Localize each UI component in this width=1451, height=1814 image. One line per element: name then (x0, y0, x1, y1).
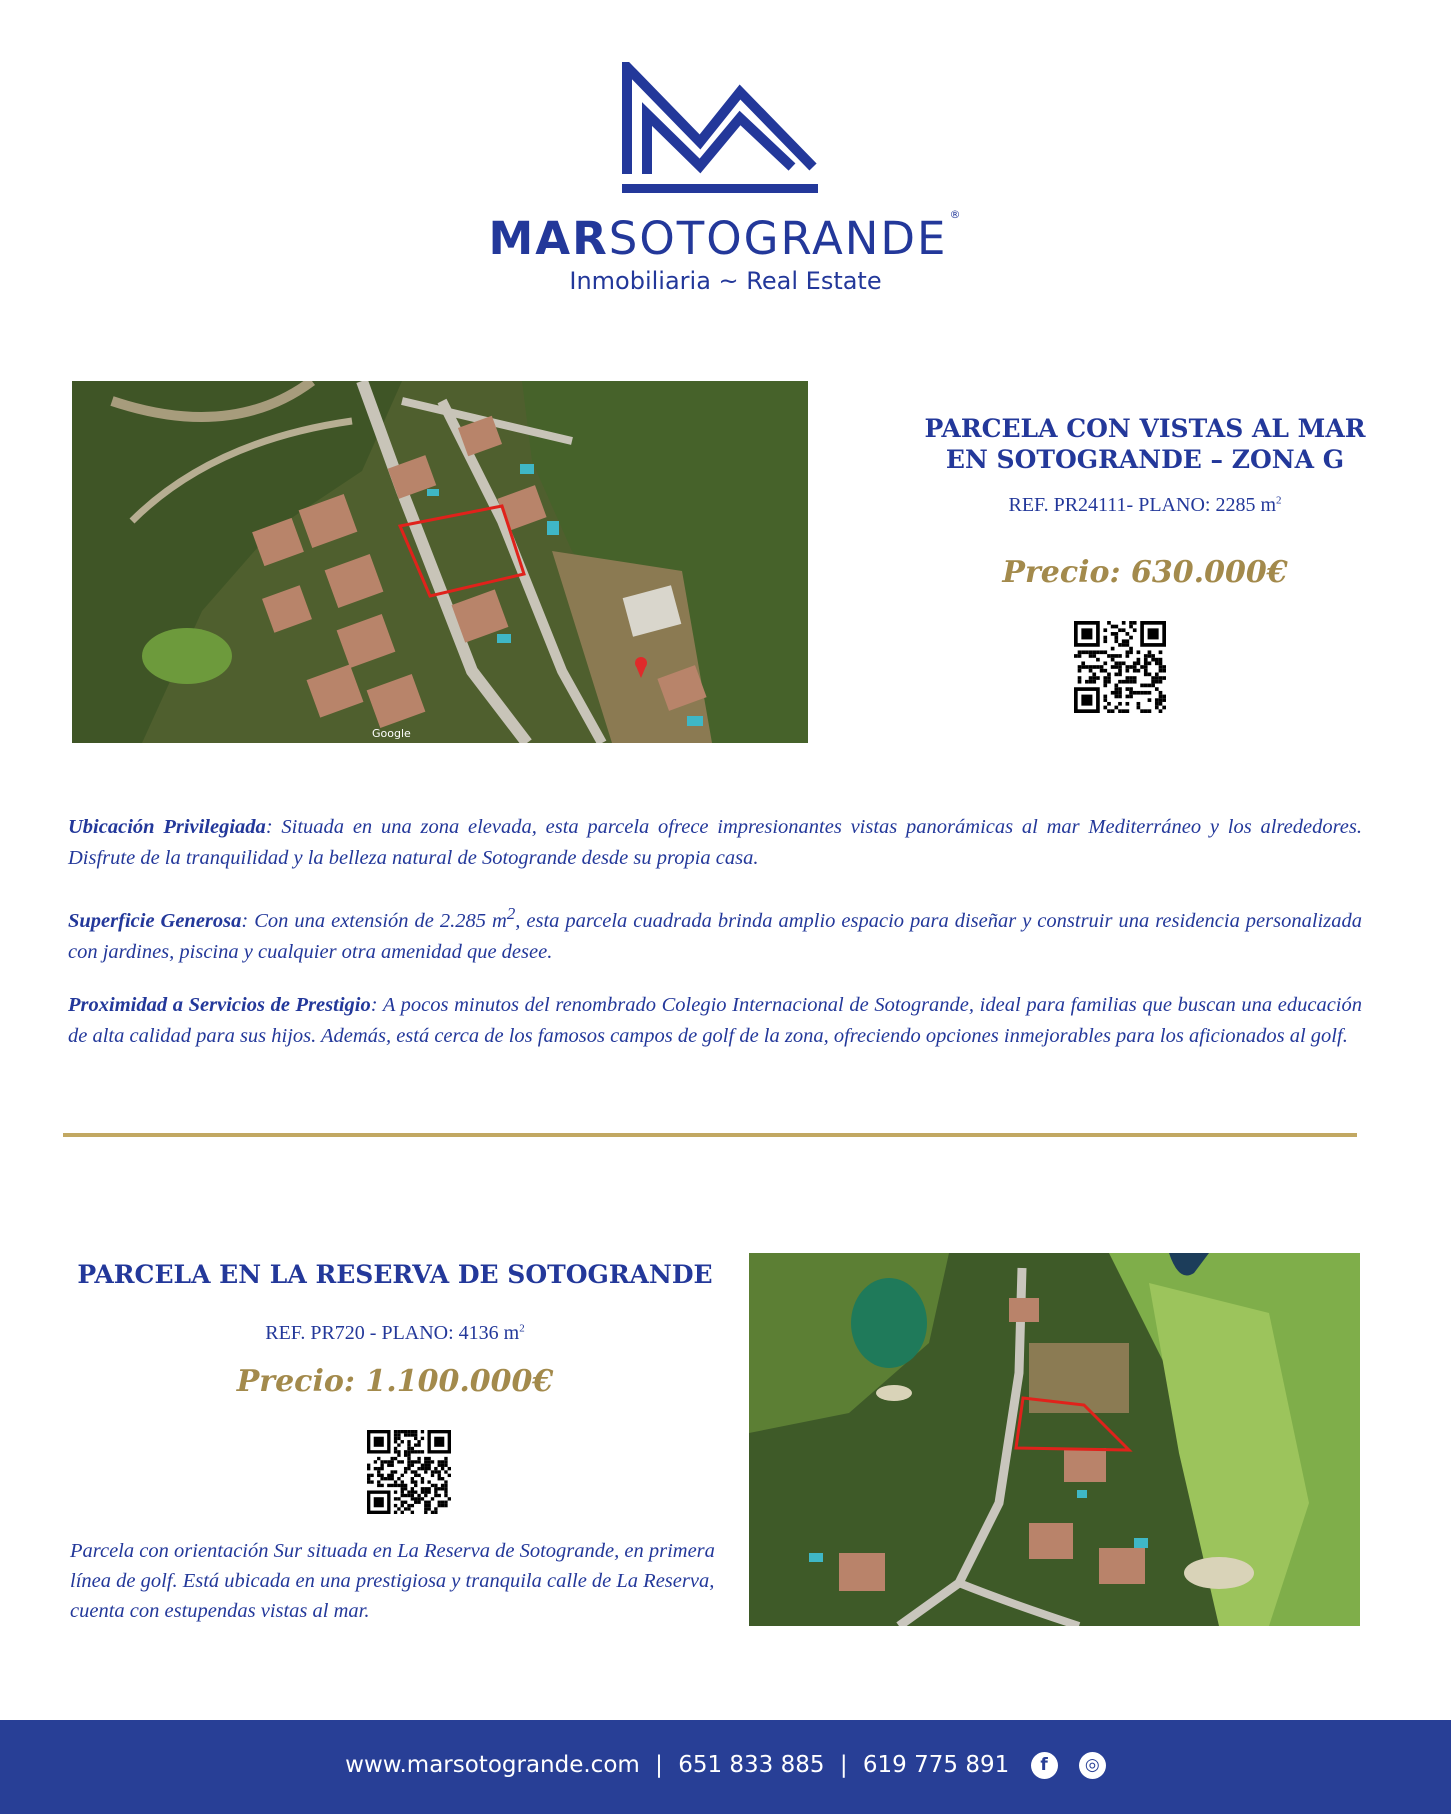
footer-website-link[interactable]: www.marsotogrande.com (345, 1752, 640, 1778)
instagram-icon[interactable]: ◎ (1079, 1752, 1106, 1779)
feature-proximidad: Proximidad a Servicios de Prestigio: A pocos minutos del renombrado Colegio Internacional de Sotogrande, ideal para familias que buscan una educación de alta calidad para sus hijos. Además, está cerca de los famosos campos de golf de la zona, ofreciendo opciones inmejorables para los aficionados al golf. (68, 994, 1362, 1047)
listing2-description: Parcela con orientación Sur situada en La Reserva de Sotogrande, en primera línea de golf. Está ubicada en una prestigiosa y tranquila calle de La Reserva, cuenta con estupendas vistas al mar. (70, 1540, 715, 1622)
listing1-qr-code[interactable] (1074, 621, 1166, 713)
facebook-icon[interactable]: f (1031, 1752, 1058, 1779)
logo-mark (622, 62, 818, 198)
listing2-qr-code[interactable] (367, 1430, 451, 1514)
listing1-price: Precio: 630.000€ (1002, 555, 1288, 590)
footer-separator: | (655, 1752, 663, 1778)
listing1-ref: REF. PR24111- PLANO: 2285 $m^2$ (1008, 494, 1282, 516)
svg-text:Google: Google (372, 727, 411, 740)
footer-phone-1[interactable]: 651 833 885 (678, 1752, 825, 1778)
gold-divider (63, 1133, 1357, 1137)
listing2-satellite-map (749, 1253, 1360, 1626)
brand-tagline: Inmobiliaria ~ Real Estate (569, 267, 882, 295)
listing1-title-line2: EN SOTOGRANDE – ZONA G (945, 445, 1345, 475)
footer-phone-2[interactable]: 619 775 891 (862, 1752, 1010, 1778)
listing1-title-line1: PARCELA CON VISTAS AL MAR (924, 414, 1366, 443)
listing2-title: PARCELA EN LA RESERVA DE SOTOGRANDE (77, 1260, 713, 1289)
listing1-satellite-map (72, 381, 808, 743)
listing2-price: Precio: 1.100.000€ (236, 1364, 554, 1399)
feature-superficie: Superficie Generosa: Con una extensión de 2.285 $m^2$, esta parcela cuadrada brinda amplio espacio para diseñar y construir una residencia personalizada con jardines, piscina y cualquier otra amenidad que desee. (68, 904, 1362, 963)
footer-contact (0, 1752, 1451, 1779)
brand-name: MARSOTOGRANDE ® (488, 208, 963, 265)
listing1-title (860, 413, 1430, 476)
feature-ubicacion: Ubicación Privilegiada: Situada en una zona elevada, esta parcela ofrece impresionantes vistas panorámicas al mar Mediterráneo y los alrededores. Disfrute de la tranquilidad y la belleza natural de Sotogrande desde su propia casa. (68, 816, 1363, 869)
footer-separator: | (839, 1752, 848, 1778)
listing2-ref: REF. PR720 - PLANO: 4136 $m^2$ (265, 1322, 525, 1344)
